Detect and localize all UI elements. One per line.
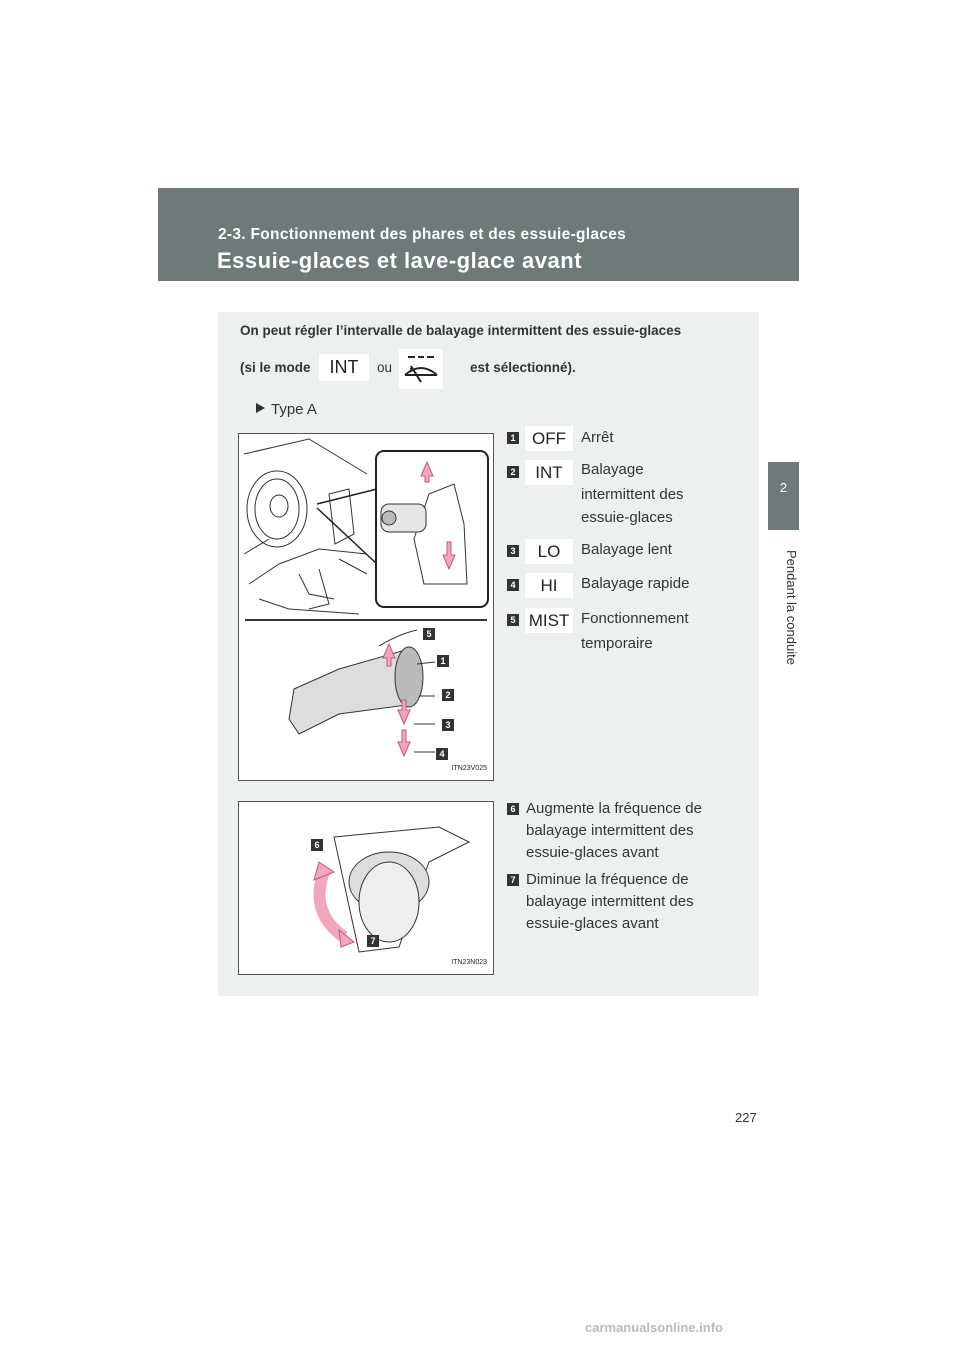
adjust-decrease-line2: balayage intermittent des bbox=[526, 893, 694, 910]
item-number: 4 bbox=[507, 579, 519, 591]
callout-7: 7 bbox=[367, 935, 379, 947]
mode-int-desc: Balayage bbox=[581, 461, 644, 478]
item-number: 5 bbox=[507, 614, 519, 626]
callout-3: 3 bbox=[442, 719, 454, 731]
content-panel bbox=[218, 312, 759, 996]
adjust-increase-line1: Augmente la fréquence de bbox=[526, 800, 702, 817]
figure-interval-adjust bbox=[238, 801, 494, 975]
intro-or: ou bbox=[377, 360, 393, 375]
auto-wiper-icon bbox=[399, 349, 443, 389]
figure-code: ITN23V025 bbox=[451, 765, 487, 772]
mode-mist-desc-line2: temporaire bbox=[581, 635, 653, 652]
page-title: Essuie-glaces et lave-glace avant bbox=[217, 248, 583, 273]
mode-mist-desc: Fonctionnement bbox=[581, 610, 689, 627]
mode-off-label: OFF bbox=[525, 426, 573, 451]
callout-5: 5 bbox=[423, 628, 435, 640]
dashboard-illustration bbox=[239, 434, 493, 780]
watermark[interactable]: carmanualsonline.info bbox=[585, 1320, 723, 1335]
mode-hi-label: HI bbox=[525, 573, 573, 598]
mode-hi-desc: Balayage rapide bbox=[581, 575, 690, 592]
item-number: 6 bbox=[507, 803, 519, 815]
adjust-increase-line3: essuie-glaces avant bbox=[526, 844, 659, 861]
mode-lo-desc: Balayage lent bbox=[581, 541, 672, 558]
item-number: 3 bbox=[507, 545, 519, 557]
type-heading bbox=[256, 401, 317, 418]
triangle-icon bbox=[256, 403, 265, 413]
intro-suffix: est sélectionné). bbox=[470, 360, 576, 375]
intro-prefix: (si le mode bbox=[240, 360, 311, 375]
mode-mist-label: MIST bbox=[525, 608, 573, 633]
adjust-decrease-line1: Diminue la fréquence de bbox=[526, 871, 689, 888]
mode-int-label: INT bbox=[525, 460, 573, 485]
callout-6: 6 bbox=[311, 839, 323, 851]
page-header bbox=[158, 188, 799, 281]
mode-off-desc: Arrêt bbox=[581, 429, 614, 446]
item-number: 7 bbox=[507, 874, 519, 886]
section-title: 2-3. Fonctionnement des phares et des essuie-glaces bbox=[218, 226, 627, 243]
int-mode-label: INT bbox=[319, 354, 369, 381]
figure-wiper-lever-positions bbox=[238, 433, 494, 781]
callout-4: 4 bbox=[436, 748, 448, 760]
item-number: 2 bbox=[507, 466, 519, 478]
callout-2: 2 bbox=[442, 689, 454, 701]
chapter-number: 2 bbox=[779, 480, 788, 495]
adjust-decrease-line3: essuie-glaces avant bbox=[526, 915, 659, 932]
type-label: Type A bbox=[271, 401, 317, 418]
adjust-increase-line2: balayage intermittent des bbox=[526, 822, 694, 839]
callout-1: 1 bbox=[437, 655, 449, 667]
figure-code: ITN23N023 bbox=[451, 959, 487, 966]
mode-lo-label: LO bbox=[525, 539, 573, 564]
intro-text: On peut régler l’intervalle de balayage intermittent des essuie-glaces bbox=[240, 323, 682, 338]
item-number: 1 bbox=[507, 432, 519, 444]
chapter-label: Pendant la conduite bbox=[784, 550, 799, 665]
knob-illustration bbox=[239, 802, 493, 974]
mode-int-desc-line2: intermittent des bbox=[581, 486, 684, 503]
chapter-tab bbox=[768, 462, 799, 530]
mode-int-desc-line3: essuie-glaces bbox=[581, 509, 673, 526]
page-number: 227 bbox=[735, 1110, 757, 1125]
